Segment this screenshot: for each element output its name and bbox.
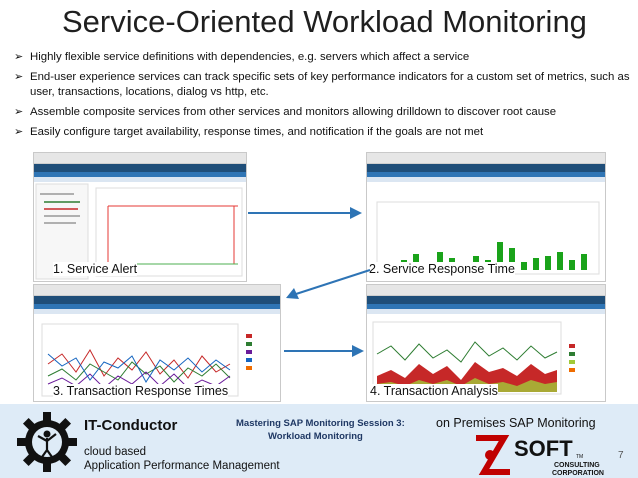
legend-swatch bbox=[246, 358, 252, 362]
gear-conductor-icon bbox=[14, 409, 80, 475]
session-title-line1: Mastering SAP Monitoring Session 3: bbox=[236, 418, 405, 429]
bullet-item bbox=[14, 70, 634, 100]
app-header bbox=[34, 296, 280, 304]
bullet-arrow-icon: ➢ bbox=[14, 71, 24, 83]
caption-service-response-time: 2. Service Response Time bbox=[369, 262, 515, 276]
brand-tagline-line1: cloud based bbox=[84, 446, 147, 458]
legend-swatch bbox=[246, 366, 252, 370]
browser-chrome bbox=[34, 153, 246, 164]
logo-text: SOFT bbox=[514, 436, 573, 461]
app-header bbox=[367, 296, 605, 304]
bullet-item bbox=[14, 105, 634, 120]
bar bbox=[569, 260, 575, 270]
logo-sub2: CORPORATION bbox=[552, 470, 604, 477]
legend-swatch bbox=[569, 368, 575, 372]
bullet-arrow-icon: ➢ bbox=[14, 106, 24, 118]
legend-swatch bbox=[246, 350, 252, 354]
logo-tm: TM bbox=[576, 454, 584, 460]
logo-dot bbox=[485, 450, 495, 460]
legend bbox=[246, 334, 252, 370]
bullet-text: End-user experience services can track specific sets of key performance indicators for a custom set of metrics, such as user, transactions, locations, dialog vs http, etc. bbox=[30, 71, 630, 98]
bullet-item bbox=[14, 50, 634, 65]
browser-chrome bbox=[34, 285, 280, 296]
legend-swatch bbox=[569, 344, 575, 348]
page-number: 7 bbox=[618, 450, 624, 461]
bullet-arrow-icon: ➢ bbox=[14, 126, 24, 138]
arrow-head bbox=[350, 207, 362, 219]
legend-swatch bbox=[246, 334, 252, 338]
arrow-shaft bbox=[296, 270, 370, 294]
bullet-arrow-icon: ➢ bbox=[14, 51, 24, 63]
bullet-item bbox=[14, 125, 634, 140]
caption-transaction-response-times: 3. Transaction Response Times bbox=[53, 384, 229, 398]
brand-name: IT-Conductor bbox=[84, 417, 178, 434]
app-header bbox=[34, 164, 246, 172]
brand-tagline-line2: Application Performance Management bbox=[84, 460, 280, 472]
bar bbox=[545, 256, 551, 270]
session-title-line2: Workload Monitoring bbox=[268, 431, 363, 442]
app-header bbox=[367, 164, 605, 172]
slide-title: Service-Oriented Workload Monitoring bbox=[62, 4, 587, 39]
arrow-head bbox=[352, 345, 364, 357]
bar bbox=[557, 252, 563, 270]
flow-arrow-diagonal-icon bbox=[282, 266, 374, 302]
bullet-text: Highly flexible service definitions with dependencies, e.g. servers which affect a service bbox=[30, 51, 470, 63]
legend bbox=[569, 344, 575, 372]
bar bbox=[581, 254, 587, 270]
caption-service-alert: 1. Service Alert bbox=[53, 262, 138, 276]
flow-arrow-right-icon bbox=[246, 204, 364, 222]
browser-chrome bbox=[367, 153, 605, 164]
caption-transaction-analysis: 4. Transaction Analysis bbox=[370, 384, 498, 398]
slide-footer bbox=[0, 404, 638, 478]
logo-sub1: CONSULTING bbox=[554, 462, 600, 469]
soft-consulting-logo bbox=[470, 432, 620, 478]
bullet-text: Assemble composite services from other services and monitors allowing drilldown to discover root cause bbox=[30, 106, 557, 118]
legend-swatch bbox=[569, 360, 575, 364]
legend-swatch bbox=[569, 352, 575, 356]
bar bbox=[521, 262, 527, 270]
bullet-text: Easily configure target availability, response times, and notification if the goals are not met bbox=[30, 126, 484, 138]
bar bbox=[533, 258, 539, 270]
bullet-list bbox=[14, 50, 634, 145]
browser-chrome bbox=[367, 285, 605, 296]
flow-arrow-right-icon bbox=[282, 342, 366, 360]
legend-swatch bbox=[246, 342, 252, 346]
on-premises-label: on Premises SAP Monitoring bbox=[436, 416, 596, 430]
